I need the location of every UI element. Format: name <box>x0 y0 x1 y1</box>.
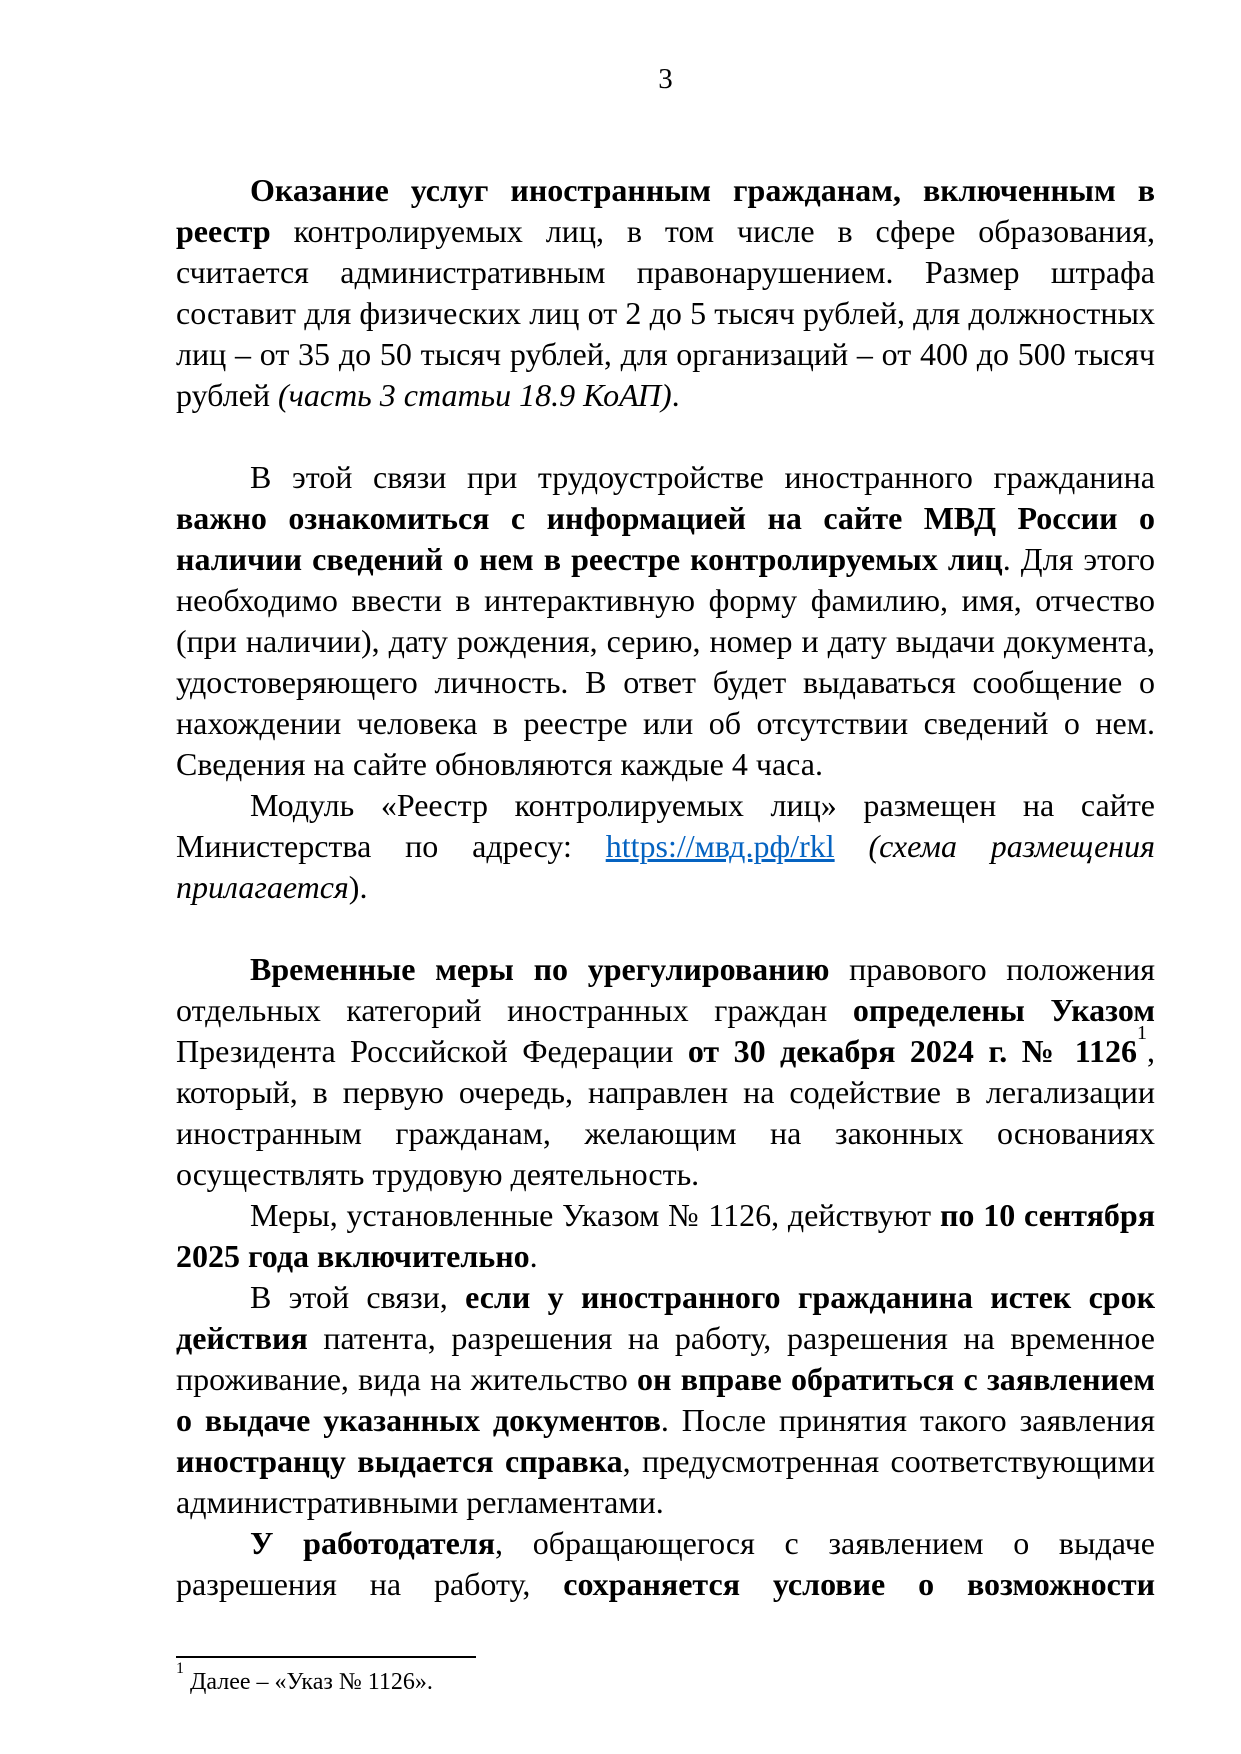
text-run: Президента Российской Федерации <box>176 1033 688 1069</box>
text-run: В этой связи, <box>250 1279 466 1315</box>
text-run: по 10 сентября 2025 года включительно <box>176 1197 1156 1274</box>
text-run: правового положения отдельных категорий иностранных граждан <box>176 951 1156 1028</box>
paragraph-decree-1126 <box>176 949 1155 1195</box>
footnote <box>176 1659 1155 1697</box>
text-run: Модуль «Реестр контролируемых лиц» размещен на сайте Министерства по адресу: <box>176 787 1155 864</box>
footnote-reference: 1 <box>1137 1022 1148 1045</box>
text-run: важно ознакомиться с информацией на сайте МВД России о наличии сведений о нем в реестре контролируемых лиц <box>176 500 1155 577</box>
page-number: 3 <box>658 63 673 95</box>
rkl-link[interactable]: https://мвд.рф/rkl <box>605 828 835 864</box>
text-run: сохраняется условие о возможности <box>563 1566 1156 1602</box>
text-run: патента, разрешения на работу, разрешения на временное проживание, вида на жительство <box>176 1320 1155 1397</box>
text-run: , предусмотренная соответствующими административными регламентами. <box>176 1443 1156 1520</box>
text-run: У работодателя <box>250 1525 496 1561</box>
text-run: Оказание услуг иностранным гражданам, включенным в реестр <box>176 172 1155 249</box>
footnote-separator <box>176 1656 476 1658</box>
paragraph-decree-validity <box>176 1195 1155 1277</box>
text-run <box>835 828 869 864</box>
paragraph-check-registry <box>176 457 1155 785</box>
text-run: Временные меры по урегулированию <box>250 951 830 987</box>
text-run: . <box>529 1238 538 1274</box>
text-run: контролируемых лиц, в том числе в сфере образования, считается административным правонарушением. Размер штрафа составит для физических лиц от 2 до 5 тысяч рублей, для должностных лиц – от 35 до 50 тысяч рублей, для организаций – от 400 до 500 тысяч рублей <box>176 213 1155 413</box>
text-run: (схема размещения прилагается <box>176 828 1156 905</box>
text-run: от 30 декабря 2024 г. № 1126 <box>687 1033 1138 1069</box>
text-run: , обращающегося с заявлением о выдаче разрешения на работу, <box>176 1525 1156 1602</box>
text-run: (часть 3 статьи 18.9 КоАП) <box>277 377 672 413</box>
document-body <box>176 170 1155 1605</box>
text-run: . <box>671 377 680 413</box>
text-run: В этой связи при трудоустройстве иностранного гражданина <box>250 459 1155 495</box>
text-run: . После принятия такого заявления <box>660 1402 1156 1438</box>
footnote-marker: 1 <box>176 1659 184 1677</box>
text-run: если у иностранного гражданина истек срок действия <box>176 1279 1156 1356</box>
text-run: иностранцу выдается справка <box>176 1443 623 1479</box>
text-run: . Для этого необходимо ввести в интерактивную форму фамилию, имя, отчество (при наличии), дату рождения, серию, номер и дату выдачи документа, удостоверяющего личность. В ответ будет выдаваться сообщение о нахождении человека в реестре или об отсутствии сведений о нем. Сведения на сайте обновляются каждые 4 часа. <box>176 541 1155 782</box>
text-run: ). <box>348 869 368 905</box>
text-run: Меры, установленные Указом № 1126, действуют <box>250 1197 940 1233</box>
footnote-text: Далее – «Указ № 1126». <box>190 1669 433 1695</box>
paragraph-expired-documents <box>176 1277 1155 1523</box>
text-run: определены Указом <box>852 992 1156 1028</box>
text-run: он вправе обратиться с заявлением о выдаче указанных документов <box>176 1361 1155 1438</box>
paragraph-employer <box>176 1523 1155 1605</box>
paragraph-fines <box>176 170 1155 416</box>
text-run: , который, в первую очередь, направлен на содействие в легализации иностранным гражданам, желающим на законных основаниях осуществлять трудовую деятельность. <box>176 1033 1156 1192</box>
paragraph-module-link <box>176 785 1155 908</box>
